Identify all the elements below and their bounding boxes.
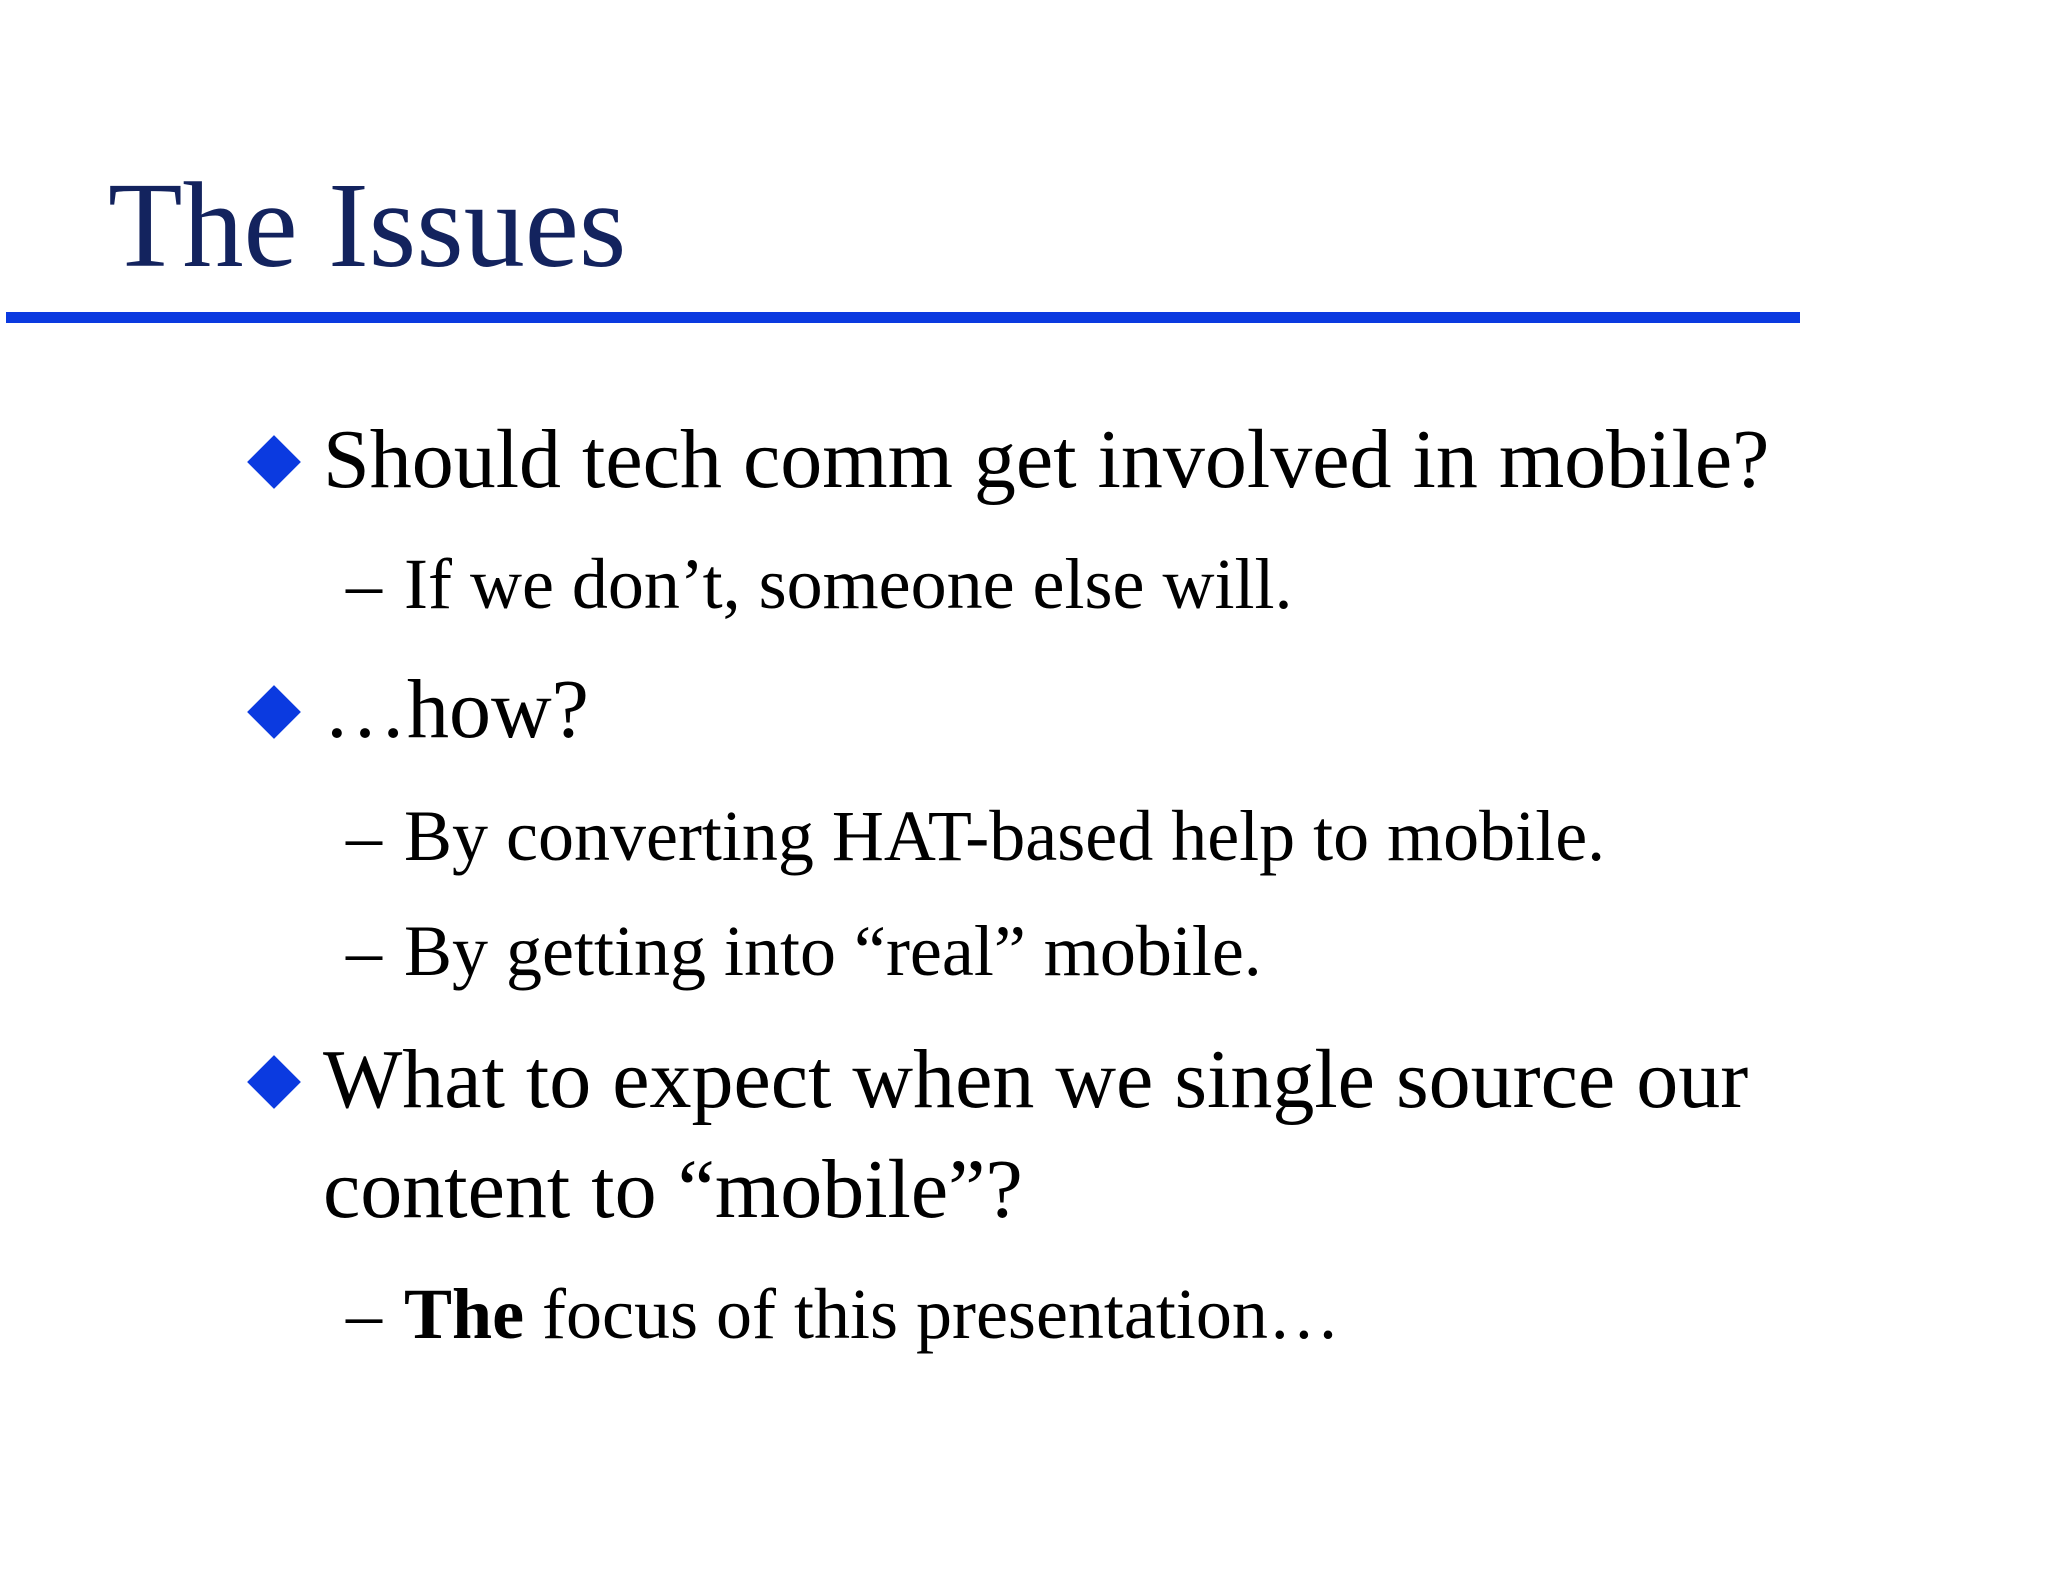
diamond-bullet-icon: [247, 1055, 301, 1109]
bullet-text: Should tech comm get involved in mobile?: [323, 413, 1770, 506]
dash-marker: –: [346, 796, 382, 876]
sub-item-3-1: [346, 1274, 1340, 1354]
title-underline: [6, 312, 1800, 323]
sub-text: focus of this presentation…: [524, 1274, 1340, 1354]
sub-item-2-1: [346, 796, 1606, 876]
sub-text: By converting HAT-based help to mobile.: [404, 796, 1606, 876]
slide-title: The Issues: [108, 158, 627, 293]
diamond-bullet-icon: [247, 685, 301, 739]
dash-marker: –: [346, 1274, 382, 1354]
sub-bold-text: The: [404, 1274, 525, 1354]
bullet-item-3: [323, 1025, 1983, 1245]
sub-text: If we don’t, someone else will.: [404, 544, 1293, 624]
diamond-bullet-icon: [247, 435, 301, 489]
bullet-text: …how?: [323, 663, 589, 756]
dash-marker: –: [346, 544, 382, 624]
dash-marker: –: [346, 911, 382, 991]
bullet-item-2: [323, 655, 1983, 765]
bullet-text: What to expect when we single source our content to “mobile”?: [323, 1033, 1749, 1236]
sub-item-2-2: [346, 911, 1262, 991]
sub-item-1-1: [346, 544, 1293, 624]
bullet-item-1: [323, 405, 1983, 515]
sub-text: By getting into “real” mobile.: [404, 911, 1262, 991]
